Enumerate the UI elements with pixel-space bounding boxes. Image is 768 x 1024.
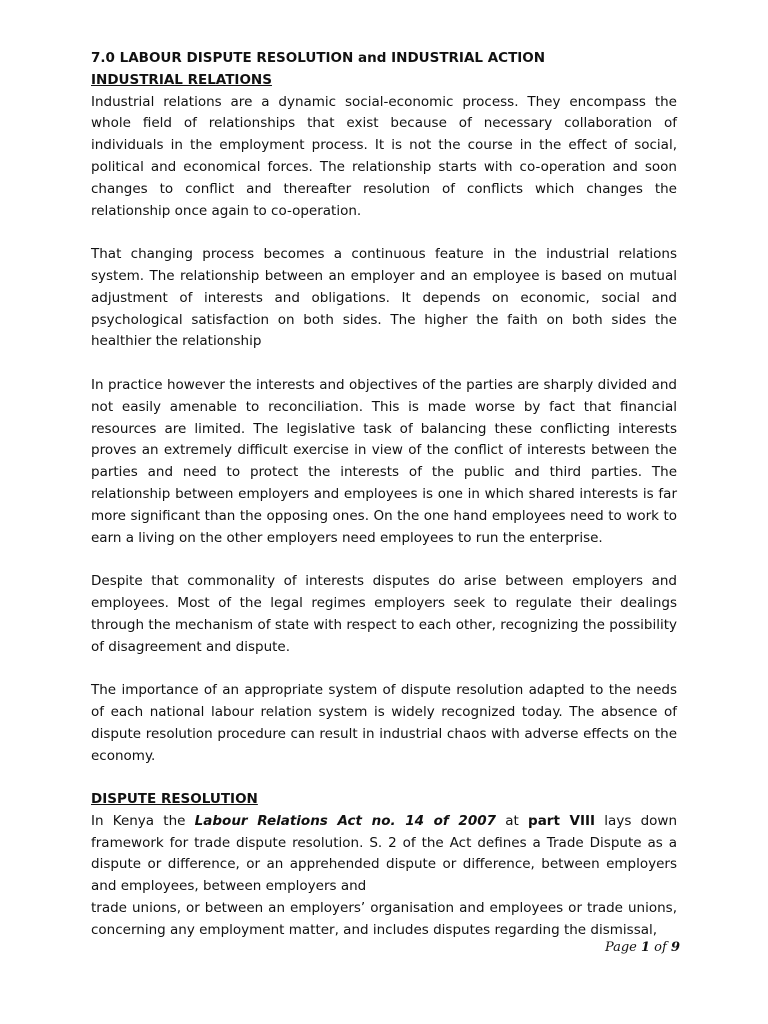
dispute-prefix: In Kenya the (91, 812, 195, 829)
dispute-at: at (496, 812, 529, 829)
page-number-footer (605, 940, 680, 955)
paragraph-5: The importance of an appropriate system of dispute resolution adapted to the needs of each national labour relation system is widely recognized today. The absence of dispute resolution procedure can result in industrial chaos with adverse effects on the economy. (91, 682, 677, 764)
page-total: 9 (670, 940, 680, 955)
document-title: 7.0 LABOUR DISPUTE RESOLUTION and INDUSTRIAL ACTION (91, 50, 546, 66)
act-part: part VIII (528, 812, 596, 829)
page-word: Page (604, 940, 641, 955)
paragraph-4: Despite that commonality of interests disputes do arise between employers and employees. Most of the legal regimes employers seek to regulate their dealings through the mechanism of state with respect to each other, recognizing the possibility of disagreement and dispute. (91, 573, 677, 655)
dispute-rest: lays down framework for trade dispute resolution. S. 2 of the Act defines a Trade Dispute as a dispute or difference, or an apprehended dispute or difference, between employers and employees, between employers and (91, 812, 677, 895)
paragraph-2: That changing process becomes a continuous feature in the industrial relations system. The relationship between an employer and an employee is based on mutual adjustment of interests and obligations. It depends on economic, social and psychological satisfaction on both sides. The higher the faith on both sides the healthier the relationship (91, 246, 677, 350)
of-word: of (650, 940, 671, 955)
paragraph-3: In practice however the interests and objectives of the parties are sharply divided and not easily amenable to reconciliation. This is made worse by fact that financial resources are limited. The legislative task of balancing these conflicting interests proves an extremely difficult exercise in view of the conflict of interests between the parties and need to protect the interests of the public and third parties. The relationship between employers and employees is one in which shared interests is far more significant than the opposing ones. On the one hand employees need to work to earn a living on the other employers need employees to run the enterprise. (91, 376, 677, 546)
section-heading-industrial-relations: INDUSTRIAL RELATIONS (91, 71, 272, 88)
section-heading-dispute-resolution: DISPUTE RESOLUTION (91, 791, 258, 808)
document-page (91, 48, 677, 942)
act-name: Labour Relations Act no. 14 of 2007 (194, 812, 497, 829)
page-number: 1 (641, 940, 651, 955)
paragraph-dispute-continued: trade unions, or between an employers’ organisation and employees or trade unions, concerning any employment matter, and includes disputes regarding the dismissal, (91, 900, 677, 938)
paragraph-dispute-definition (91, 811, 677, 898)
paragraph-1: Industrial relations are a dynamic social-economic process. They encompass the whole field of relationships that exist because of necessary collaboration of individuals in the employment process. It is not the course in the effect of social, political and economical forces. The relationship starts with co-operation and soon changes to conflict and thereafter resolution of conflicts which changes the relationship once again to co-operation. (91, 93, 677, 219)
